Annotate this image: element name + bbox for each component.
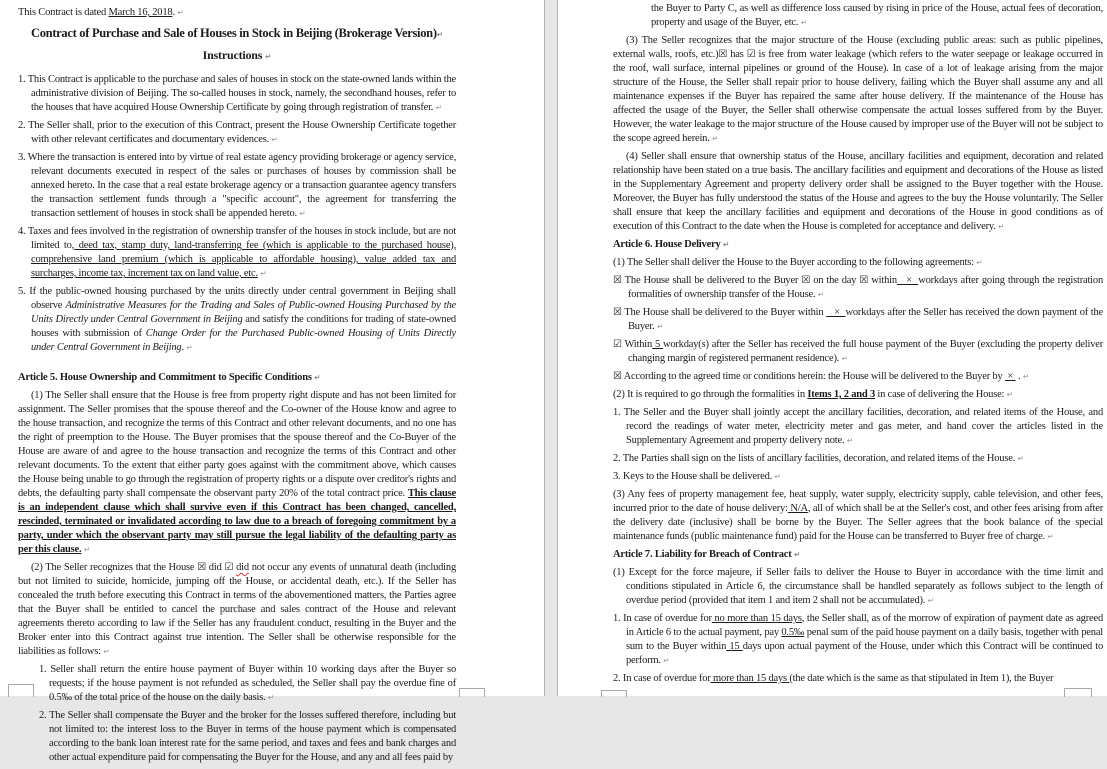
paragraph-mark: ↵ <box>265 52 272 61</box>
delivery-option-4: ☒ According to the agreed time or conditions herein: the House will be delivered to the Buyer by × . ↵ <box>613 371 1030 382</box>
article-6-heading: Article 6. House Delivery ↵ <box>613 239 730 250</box>
paragraph-mark: ↵ <box>774 472 781 481</box>
paragraph-mark: ↵ <box>712 134 719 143</box>
paragraph-mark: ↵ <box>846 436 854 445</box>
checkbox-crossed-icon[interactable]: ☒ <box>718 49 728 60</box>
instruction-item-2: 2. The Seller shall, prior to the execution of this Contract, present the House Ownership Certificate together with other relevant certificates and documentary evidences. ↵ <box>18 120 456 145</box>
workdays-value-field[interactable]: 5 <box>652 339 663 350</box>
instruction-item-1: 1. This Contract is applicable to the purchase and sales of houses in stock on the state-owned lands within the administrative division of Beijing. The so-called houses in stock, namely, the secondhand houses, refer to the houses that have acquired House Ownership Certificate by going through registration of transfer. ↵ <box>18 74 456 113</box>
delivery-formality-item-2: 2. The Parties shall sign on the lists of ancillary facilities, decoration, and related items of the House. ↵ <box>613 453 1024 464</box>
paragraph-mark: ↵ <box>299 209 306 218</box>
paragraph-mark: ↵ <box>722 240 730 249</box>
fees-value-field[interactable]: N/A <box>787 503 808 514</box>
paragraph-mark: ↵ <box>435 103 442 112</box>
paragraph-mark: ↵ <box>177 8 184 17</box>
document-page-right[interactable] <box>557 0 1107 696</box>
paragraph-mark: ↵ <box>260 269 267 278</box>
checkbox-checked-icon[interactable]: ☑ <box>746 49 756 60</box>
checkbox-checked-icon[interactable]: ☑ <box>224 562 234 573</box>
delivery-option-2: ☒ The House shall be delivered to the Buyer within × workdays after the Seller has received the down payment of the Buyer. ↵ <box>613 307 1103 332</box>
seller-liability-item-2-continuation: the Buyer to Party C, as well as difference loss caused by rising in price of the House, actual fees of decoration, property and usage of the Buyer, etc. ↵ <box>651 3 1103 28</box>
article-7-heading: Article 7. Liability for Breach of Contract ↵ <box>613 549 801 560</box>
paragraph-mark: ↵ <box>103 647 110 656</box>
paragraph-mark: ↵ <box>1047 532 1054 541</box>
seller-liability-item-1: 1. Seller shall return the entire house payment of Buyer within 10 working days after the Buyer so requests; if the house payment is not refunded as scheduled, the Seller shall pay the overdue fine of 0.5‰ of the total price of the house on the daily basis. ↵ <box>39 664 456 703</box>
instruction-item-4: 4. Taxes and fees involved in the registration of ownership transfer of the houses in stock include, but are not limited to, deed tax, stamp duty, land-transferring fee (which is applicable to the purchased house), comprehensive land premium (which is applicable to affordable housing), value added tax and surcharges, income tax, increment tax on land value, etc. ↵ <box>18 226 456 279</box>
checkbox-crossed-icon[interactable]: ☒ <box>613 371 622 382</box>
paragraph-mark: ↵ <box>83 545 91 554</box>
article-5-clause-1: (1) The Seller shall ensure that the House is free from property right dispute and has not been limited for assignment. The Seller promises that the spouse thereof and the Co-owner of the House know and agree to the house transaction, and recognize the terms of this Contract and other relevant documents, and no one has the right of preemption to the House. The Buyer promises that the spouse thereof and the Co-Buyer of the House are aware of and agree to the house transaction and recognize the terms of this Contract and other relevant documents. To the extent that either party goes against with the commitment above, which causes the House being unable to go through the registration of property rights or a dispute over creditor's rights and debts, the defaulting party shall compensate the observant party 20% of the total contract price. This clause is an independent clause which shall survive even if this Contract has been changed, cancelled, rescinded, terminated or invalidated according to law due to a breach of foregoing commitment by a party, under which the observant party may still pursue the legal liability of the defaulting party as per this clause. ↵ <box>18 390 456 555</box>
article-5-clause-2: (2) The Seller recognizes that the House ☒ did ☑ did not occur any events of unnatural death (including but not limited to suicide, homicide, jumping off the House, or accidental death, etc.). If the Seller has concealed the truth before executing this Contract in terms of the abovementioned matters, the Parties agree that the Buyer shall be entitled to cancel the purchase and sales contract of the House and relevant agreements thereto according to law if the Seller has any fraudulent conduct, resulting in the Buyer and the Broker enter into this Contract against true intention. The Seller shall be otherwise responsible for the liabilities as follows: ↵ <box>18 562 456 657</box>
paragraph-mark: ↵ <box>841 354 848 363</box>
paragraph-mark: ↵ <box>1022 372 1030 381</box>
checkbox-crossed-icon[interactable]: ☒ <box>859 275 869 286</box>
article-5-clause-4: (4) Seller shall ensure that ownership status of the House, ancillary facilities and equipment, decoration and related relationship have been stated on a true basis. The ancillary facilities and equipment and decorations of the House as listed in the Supplementary Agreement and property delivery order shall be assigned to the Buyer together with the House. Moreover, the Buyer has fully understood the status of the House and agrees to the buy the House voluntarily. The Seller shall ensure that keep the ancillary facilities and equipment and decorations of the House in good conditions as of execution of this Contract to the date when the House is completed for acceptance and delivery. ↵ <box>613 151 1103 232</box>
days-value-field[interactable]: 15 <box>726 641 743 652</box>
contract-title: Contract of Purchase and Sale of Houses in Stock in Beijing (Brokerage Version)↵ <box>30 26 443 40</box>
delivery-formality-item-3: 3. Keys to the House shall be delivered. ↵ <box>613 471 781 482</box>
paragraph-mark: ↵ <box>998 222 1005 231</box>
paragraph-mark: ↵ <box>663 656 670 665</box>
paragraph-mark: ↵ <box>817 290 825 299</box>
article-7-clause-1: (1) Except for the force majeure, if Seller fails to deliver the House to Buyer in accordance with the time limit and conditions stipulated in Article 6, the circumstance shall be handled separately as follows subject to the length of overdue period (provided that item 1 and item 2 shall not be accumulated). ↵ <box>613 567 1103 606</box>
date-field[interactable]: March 16, 2018 <box>108 7 173 18</box>
checkbox-checked-icon[interactable]: ☑ <box>613 339 622 350</box>
paragraph-mark: ↵ <box>271 135 278 144</box>
blank-date-field[interactable]: × <box>1004 371 1016 382</box>
overdue-item-2: 2. In case of overdue for more than 15 days (the date which is the same as that stipulated in Item 1), the Buyer <box>613 673 1054 684</box>
text-boundary-mark <box>8 684 34 697</box>
page-right-text-column <box>613 0 1103 690</box>
article-5-clause-3: (3) The Seller recognizes that the major structure of the House (excluding public areas: such as public pipelines, external walls, roofs, etc.)☒ has ☑ is free from water leakage (which refers to the water seepage or leakage occurred in the roof, wall surface, internal pipelines or ground of the House). In case of a lot of leakage arising from the major structure of the House, the Seller shall repair prior to house delivery, failing which the Buyer shall assume any and all maintenance expenses if the Buyer has repaired the same after house delivery. If the maintenance of the House has affected the usage of the Buyer, the Seller shall otherwise compensate the actual losses suffered from by the Buyer. However, the water leakage to the major structure of the House caused by improper use of the Buyer will not be subject to the scope agreed herein. ↵ <box>613 35 1103 144</box>
page-left-text-column <box>18 0 456 769</box>
paragraph-mark: ↵ <box>976 258 983 267</box>
document-page-left[interactable] <box>0 0 545 763</box>
paragraph-mark: ↵ <box>186 343 193 352</box>
paragraph-mark: ↵ <box>1006 390 1013 399</box>
paragraph-mark: ↵ <box>656 322 664 331</box>
paragraph-mark: ↵ <box>927 596 934 605</box>
overdue-item-1: 1. In case of overdue for no more than 15 days, the Seller shall, as of the morrow of expiration of payment date as agreed in Article 6 to the actual payment, pay 0.5‰ penal sum of the paid house payment on a daily basis, together with penal sum to the Buyer within 15 days upon actual payment of the House, under which this Contract will be continued to perform. ↵ <box>613 613 1104 666</box>
paragraph-mark: ↵ <box>267 693 275 702</box>
delivery-option-3: ☑ Within 5 workday(s) after the Seller has received the full house payment of the Buyer (excluding the property deliver changing margin of registered permanent residence). ↵ <box>613 339 1103 364</box>
penal-rate-field[interactable]: 0.5‰ <box>781 627 805 638</box>
paragraph-mark: ↵ <box>436 30 443 39</box>
seller-liability-item-2: 2. The Seller shall compensate the Buyer and the broker for the losses suffered therefore, including but not limited to: the interest loss to the Buyer in terms of the house payment which is compensated according to the bank loan interest rate for the same period, and taxes and fees and bank charges and other actual expenditure paid for compensating the Buyer for the House, and any and all fees paid by <box>39 710 456 763</box>
paragraph-mark: ↵ <box>800 18 808 27</box>
paragraph-mark: ↵ <box>793 550 801 559</box>
paragraph-mark: ↵ <box>1017 454 1024 463</box>
blank-workdays-field[interactable]: × <box>826 307 846 318</box>
checkbox-crossed-icon[interactable]: ☒ <box>613 307 622 318</box>
checkbox-crossed-icon[interactable]: ☒ <box>613 275 622 286</box>
blank-workdays-field[interactable]: × <box>896 275 919 286</box>
article-5-heading: Article 5. House Ownership and Commitment to Specific Conditions ↵ <box>18 372 321 383</box>
contract-date-line: This Contract is dated March 16, 2018. ↵ <box>18 7 184 18</box>
article-6-clause-3: (3) Any fees of property management fee, heat supply, water supply, electricity supply, cable television, and other fees, incurred prior to the date of house delivery: N/A, all of which shall be at the Seller's cost, and other fees arising from after the delivery date (inclusive) shall be borne by the Buyer. The Seller agrees that the book balance of the special maintenance funds (public maintenance fund) paid for the House can be transferred to Buyer free of charge. ↵ <box>613 489 1103 542</box>
instruction-item-5: 5. If the public-owned housing purchased by the units directly under central government in Beijing shall observe Administrative Measures for the Trading and Sales of Public-owned Housing Purchased by the Units Directly under Central Government in Beijing and satisfy the conditions for trading of state-owned houses with submission of Change Order for the Purchased Public-owned Housing of Units Directly under Central Government in Beijing. ↵ <box>18 286 457 353</box>
article-6-clause-2: (2) It is required to go through the formalities in Items 1, 2 and 3 in case of delivering the House: ↵ <box>613 389 1013 400</box>
paragraph-mark: ↵ <box>314 373 321 382</box>
checkbox-crossed-icon[interactable]: ☒ <box>197 562 206 573</box>
article-6-clause-1: (1) The Seller shall deliver the House to the Buyer according to the following agreements: ↵ <box>613 257 983 268</box>
instruction-item-3: 3. Where the transaction is entered into by virtue of real estate agency providing brokerage or agency service, relevant documents executed in respect of the sales or purchases of houses by commission shall be annexed hereto. In the case that a real estate brokerage agency or a transaction guarantee agency transfers the transaction settlement funds through a "specific account", the agreement for transferring the transaction settlement of houses in stock shall be appended hereto. ↵ <box>18 152 456 219</box>
checkbox-crossed-icon[interactable]: ☒ <box>801 275 811 286</box>
delivery-formality-item-1: 1. The Seller and the Buyer shall jointly accept the ancillary facilities, decoration, and related items of the House, and record the readings of water meter, electricity meter and gas meter, and hand cover the articles listed in the Supplementary Agreement and property delivery note. ↵ <box>613 407 1103 446</box>
instructions-heading: Instructions ↵ <box>202 48 272 62</box>
delivery-option-1: ☒ The House shall be delivered to the Buyer ☒ on the day ☒ within × workdays after going through the registration formalities of ownership transfer of the House. ↵ <box>613 275 1103 300</box>
